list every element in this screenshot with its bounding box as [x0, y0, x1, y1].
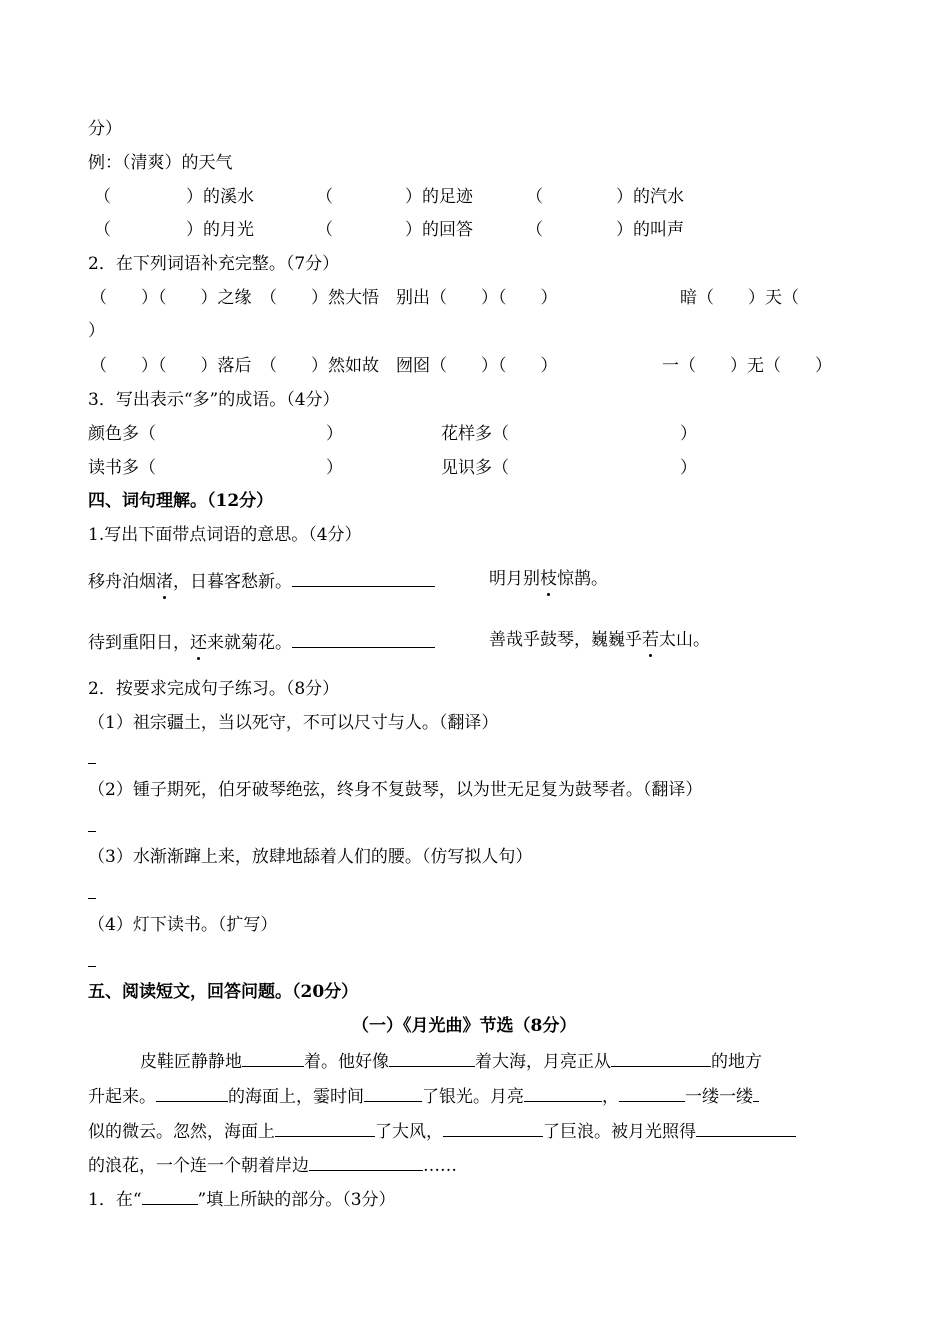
q3-close: ） — [680, 458, 697, 478]
poem-text: ，日暮客愁新。 — [173, 572, 292, 592]
passage-text: 着。他好像 — [304, 1052, 389, 1072]
passage-line-1 — [140, 1048, 762, 1073]
q2-row1-b: 暗（ ）天（ — [680, 288, 799, 308]
q3-item-reading: 读书多（ — [88, 458, 156, 478]
passage-blank[interactable] — [242, 1048, 304, 1067]
answer-line[interactable] — [88, 898, 96, 899]
passage-text: …… — [423, 1156, 457, 1176]
section4-q1-title: 1.写出下面带点词语的意思。（4分） — [88, 525, 362, 545]
dotted-word: 枝 — [540, 569, 557, 589]
section5-q1 — [88, 1186, 396, 1211]
phrase-yueguang: ）的月光 — [186, 220, 254, 240]
passage-blank[interactable] — [619, 1083, 685, 1102]
passage-text: 的地方 — [711, 1052, 762, 1072]
dotted-word: 还 — [190, 633, 207, 653]
passage-text: 的浪花，一个连一个朝着岸边 — [88, 1156, 309, 1176]
sentence-4: （4）灯下读书。（扩写） — [88, 915, 278, 935]
open-paren: （ — [316, 187, 333, 207]
answer-blank[interactable] — [292, 568, 435, 587]
passage-title: （一）《月光曲》节选（8分） — [352, 1016, 577, 1036]
answer-line[interactable] — [88, 966, 96, 967]
poem-text: 待到重阳日， — [88, 633, 190, 653]
passage-blank[interactable] — [275, 1118, 375, 1137]
continued-text: 分） — [88, 119, 122, 139]
q3-item-pattern: 花样多（ — [441, 424, 509, 444]
example-line: 例：（清爽）的天气 — [88, 153, 233, 173]
passage-line-4 — [88, 1152, 457, 1177]
open-paren: （ — [526, 220, 543, 240]
poem-text: 来就菊花。 — [207, 633, 292, 653]
passage-text: 皮鞋匠静静地 — [140, 1052, 242, 1072]
passage-blank[interactable] — [309, 1152, 423, 1171]
q3-item-knowledge: 见识多（ — [441, 458, 509, 478]
answer-line[interactable] — [88, 763, 96, 764]
passage-blank[interactable] — [364, 1083, 422, 1102]
passage-text: 似的微云。忽然，海面上 — [88, 1122, 275, 1142]
poem-text: 明月别 — [489, 569, 540, 589]
passage-text: ， — [602, 1087, 619, 1107]
open-paren: （ — [526, 187, 543, 207]
passage-blank[interactable] — [156, 1083, 228, 1102]
poem-text: 善哉乎鼓琴，巍巍乎 — [489, 630, 642, 650]
passage-text: 了银光。月亮 — [422, 1087, 524, 1107]
sentence-3: （3）水渐渐蹿上来，放肆地舔着人们的腰。（仿写拟人句） — [88, 847, 533, 867]
sentence-2: （2）锺子期死，伯牙破琴绝弦，终身不复鼓琴，以为世无足复为鼓琴者。（翻译） — [88, 780, 703, 800]
phrase-qishui: ）的汽水 — [616, 187, 684, 207]
passage-line-2 — [88, 1083, 759, 1108]
dotted-word: 渚 — [156, 572, 173, 592]
poem-line-1a — [88, 568, 435, 593]
passage-line-3 — [88, 1118, 796, 1143]
answer-blank[interactable] — [142, 1186, 198, 1205]
q2-title: 2．在下列词语补充完整。（7分） — [88, 254, 340, 274]
q3-close: ） — [326, 424, 343, 444]
q2-row2-a: （ ）（ ）落后 （ ）然如故 囫囵（ ）（ ） — [90, 356, 558, 376]
phrase-jiaosheng: ）的叫声 — [616, 220, 684, 240]
phrase-huida: ）的回答 — [405, 220, 473, 240]
question-text: 1．在“ — [88, 1190, 142, 1210]
passage-blank[interactable] — [696, 1118, 796, 1137]
phrase-zuji: ）的足迹 — [405, 187, 473, 207]
open-paren: （ — [316, 220, 333, 240]
poem-line-2b — [489, 629, 710, 651]
q2-row2-b: 一（ ）无（ ） — [662, 356, 832, 376]
q3-title: 3．写出表示“多”的成语。（4分） — [88, 390, 340, 410]
passage-text: 一缕一缕 — [685, 1087, 753, 1107]
poem-text: 太山。 — [659, 630, 710, 650]
passage-text: 了巨浪。被月光照得 — [543, 1122, 696, 1142]
section5-title: 五、阅读短文，回答问题。（20分） — [88, 982, 359, 1002]
passage-blank[interactable] — [611, 1048, 711, 1067]
q3-close: ） — [326, 458, 343, 478]
dotted-word: 若 — [642, 630, 659, 650]
q2-row1-c: ） — [88, 321, 105, 341]
passage-blank[interactable] — [753, 1083, 759, 1102]
section4-q2-title: 2．按要求完成句子练习。（8分） — [88, 679, 340, 699]
phrase-xishui: ）的溪水 — [186, 187, 254, 207]
poem-line-1b — [489, 568, 608, 590]
q3-item-color: 颜色多（ — [88, 424, 156, 444]
section4-title: 四、词句理解。（12分） — [88, 491, 274, 511]
passage-blank[interactable] — [524, 1083, 602, 1102]
answer-blank[interactable] — [292, 629, 435, 648]
poem-text: 惊鹊。 — [557, 569, 608, 589]
open-paren: （ — [94, 187, 111, 207]
poem-line-2a — [88, 629, 435, 654]
passage-blank[interactable] — [389, 1048, 475, 1067]
passage-text: 升起来。 — [88, 1087, 156, 1107]
q2-row1-a: （ ）（ ）之缘 （ ）然大悟 别出（ ）（ ） — [90, 288, 558, 308]
answer-line[interactable] — [88, 831, 96, 832]
sentence-1: （1）祖宗疆土，当以死守，不可以尺寸与人。（翻译） — [88, 713, 499, 733]
passage-blank[interactable] — [443, 1118, 543, 1137]
open-paren: （ — [94, 220, 111, 240]
passage-text: 了大风， — [375, 1122, 443, 1142]
passage-text: 着大海，月亮正从 — [475, 1052, 611, 1072]
question-text: ”填上所缺的部分。（3分） — [197, 1190, 396, 1210]
passage-text: 的海面上，霎时间 — [228, 1087, 364, 1107]
q3-close: ） — [680, 424, 697, 444]
poem-text: 移舟泊烟 — [88, 572, 156, 592]
